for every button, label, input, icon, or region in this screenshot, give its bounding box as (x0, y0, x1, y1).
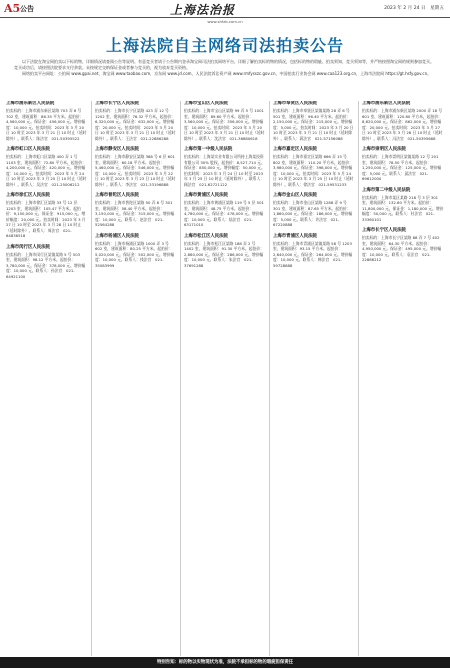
court-name: 上海市第二中级人民法院 (362, 187, 411, 193)
page-number: A5 (4, 2, 21, 15)
court-name: 上海市浦东新区人民法院 (362, 101, 411, 106)
auction-notice (6, 147, 88, 187)
auction-notice (362, 228, 444, 263)
court-name: 上海市金山区人民法院 (273, 193, 317, 198)
intro-paragraph: 以下法院在淘宝网拍卖以下标的物，详细情况请查阅公告等说明。有意竞买者请于公告期内登录淘宝网司法拍卖网络平台，详细了解拍卖标的物的情况，包括标的物的瑕疵、拍卖须知、竞买须知等，并严格按照淘宝网的规则参加竞买。竞买成功后，请按照法院要求支付余款。未按规定交纳保证金或者参与竞买的，视为放弃竞买资格。 (14, 59, 434, 71)
notice-text: 拍卖标的：上海市长宁区某路 423 弄 12 号 1202 室，建筑面积：76.32 平方米。起拍价：6,320,000 元。保证金：632,000 元。增价幅度：20,000 元。拍卖时间：2023 年 3 月 20 日 10 时至 2023 年 3 月 21 日 10 时止（延时除外）。联系人：王法官 021-22886288 (95, 108, 176, 141)
court-name: 上海市普陀区人民法院 (95, 193, 139, 198)
auction-notice (184, 101, 266, 141)
court-name: 上海市虹口区人民法院 (6, 147, 50, 152)
masthead: 上海法治报 (170, 3, 236, 17)
footer-notice: 特别告知：标的物以实物现状为准，法院不承担标的物的瑕疵担保责任 (0, 657, 450, 668)
notice-column (95, 101, 177, 656)
auction-notice (362, 188, 444, 223)
notice-text: 拍卖标的：上海市金山区某路 1288 弄 9 号 301 室，建筑面积：87.65 平方米。起拍价：1,860,000 元。保证金：186,000 元。增价幅度：5,000 元。联系人：许法官 021-67220888 (273, 200, 353, 227)
column-divider (269, 101, 270, 656)
page-header (0, 0, 450, 18)
notice-text: 拍卖标的：上海市虹口区某路 400 弄 1 号 1103 室，建筑面积：72.80 平方米。起拍价：4,200,000 元。保证金：420,000 元。增价幅度：10,000 元。拍卖时间：2023 年 3 月 24 日 10 时至 2023 年 3 月 25 日 10 时止（延时除外）。联系人：吴法官 021-25006212 (6, 154, 87, 187)
court-name: 上海市第一中级人民法院 (184, 147, 233, 152)
court-name: 上海市奉贤区人民法院 (273, 101, 317, 106)
court-name: 上海市静安区人民法院 (95, 147, 139, 152)
auction-notice (95, 147, 177, 187)
notice-text: 拍卖标的：上海市徐汇区某路 33 号 12 层 1203 室，建筑面积：105.47 平方米。起拍价：9,150,000 元。保证金：915,000 元。增价幅度：20,000 元。拍卖时间：2023 年 3 月 27 日 10 时至 2023 年 3 月 28 日 10 时止（延时除外）。联系人：周法官 021-64836518 (6, 200, 86, 238)
web-url[interactable]: www.shfzb.com.cn (207, 19, 243, 24)
notice-text: 拍卖标的：上海市青浦区某镇某路 58 号 1203 室，建筑面积：93.15 平方米。起拍价：2,640,000 元。保证金：264,000 元。增价幅度：10,000 元。联系人：韩法官 021-59728888 (273, 240, 353, 268)
court-name: 上海市崇明区人民法院 (362, 147, 406, 152)
notice-columns (6, 101, 444, 656)
court-name: 上海市闵行区人民法院 (6, 244, 50, 250)
auction-notice (273, 193, 355, 228)
auction-notice (273, 234, 355, 269)
page-title: 上海法院自主网络司法拍卖公告 (105, 36, 344, 55)
notice-text: 拍卖标的：上海市松江区某路 188 弄 2 号 1402 室，建筑面积：91.30 平方米。起拍价：2,860,000 元。保证金：286,000 元。增价幅度：10,000 元。联系人：朱法官 021-37691288 (184, 240, 264, 268)
notice-text: 拍卖标的：上海市某区某路 218 号 3 层 301 室，建筑面积：132.60 平方米。起拍价：11,800,000 元。保证金：1,180,000 元。增价幅度：50,000 元。联系人：杜法官 021-33360101 (362, 194, 444, 222)
auction-notice (95, 101, 177, 141)
column-divider (91, 101, 92, 656)
notice-text: 拍卖标的：上海市黄浦区某路 119 号 5 层 501 室，建筑面积：48.75 平方米。起拍价：4,780,000 元。保证金：478,000 元。增价幅度：10,000 元。联系人：陆法官 021-63171010 (184, 200, 264, 227)
notice-text: 拍卖标的：上海市嘉定区某路 666 弄 15 号 802 室，建筑面积：110.20 平方米。起拍价：3,980,000 元。保证金：398,000 元。增价幅度：10,000 元。拍卖时间：2023 年 3 月 24 日 10 时至 2023 年 3 月 25 日 10 时止（延时除外）。联系人：徐法官 021-59531233 (273, 154, 354, 187)
notice-column (273, 101, 355, 656)
notice-text: 拍卖标的：上海市崇明区某镇某路 12 号 201 室，建筑面积：78.50 平方米。起拍价：1,250,000 元。保证金：125,000 元。增价幅度：5,000 元。联系人：邱法官 021-69612000 (362, 154, 442, 181)
court-name: 上海市青浦区人民法院 (273, 233, 317, 239)
auction-notice (95, 193, 177, 228)
court-name: 上海市长宁区人民法院 (362, 228, 406, 233)
auction-notice (362, 101, 444, 141)
court-name: 上海市黄浦区人民法院 (184, 193, 228, 198)
notice-text: 拍卖标的：上海某实业有限公司所持上海某投资有限公司 30% 股权。起拍价：8,527,714 元。保证金：850,000 元。增价幅度：50,000 元。拍卖时间：2023 年 3 月 24 日 10 时至 2023 年 3 月 25 日 10 时止（延时除外）。联系人：顾法官 021-62721122 (184, 154, 265, 187)
auction-notice (273, 147, 355, 187)
notice-text: 拍卖标的：上海市静安区某路 388 号 6 层 601 室，建筑面积：60.18 平方米。起拍价：5,460,000 元。保证金：546,000 元。增价幅度：10,000 元。拍卖时间：2023 年 3 月 22 日 10 时至 2023 年 3 月 23 日 10 时止（延时除外）。联系人：李法官 021-33196888 (95, 154, 176, 187)
notice-column (362, 101, 444, 656)
notice-text: 拍卖标的：上海市闵行区某镇某路 5 号 503 室，建筑面积：98.12 平方米。起拍价：3,780,000 元。保证金：378,000 元。增价幅度：10,000 元。联系人：孙法官 021-64921100 (6, 251, 86, 279)
notice-text: 拍卖标的：上海市普陀区某路 50 弄 8 号 301 室，建筑面积：58.40 平方米。起拍价：3,150,000 元。保证金：315,000 元。增价幅度：10,000 元。联系人：赵法官 021-52564288 (95, 200, 175, 227)
auction-notice (273, 101, 355, 141)
court-name: 上海市长宁区人民法院 (95, 101, 139, 106)
court-name: 上海市宝山区人民法院 (184, 101, 228, 106)
auction-notice (362, 147, 444, 182)
auction-notice (6, 245, 88, 280)
column-divider (180, 101, 181, 656)
auction-notice (6, 193, 88, 239)
auction-notice (6, 101, 88, 141)
court-name: 上海市徐汇区人民法院 (6, 193, 50, 198)
intro-notice (14, 59, 436, 78)
auction-notice (184, 193, 266, 228)
notice-column (6, 101, 88, 656)
issue-date: 2023 年 2 月 24 日 星期五 (384, 6, 444, 11)
auction-notice (184, 147, 266, 187)
court-name: 上海市杨浦区人民法院 (95, 233, 139, 239)
court-name: 上海市浦东新区人民法院 (6, 101, 55, 106)
court-name: 上海市嘉定区人民法院 (273, 147, 317, 152)
notice-text: 拍卖标的：上海市宝山区某路 99 弄 5 号 1001 室，建筑面积：89.60 平方米。起拍价：3,560,000 元。保证金：356,000 元。增价幅度：10,000 元。拍卖时间：2023 年 3 月 20 日 10 时至 2023 年 3 月 21 日 10 时止（延时除外）。联系人：沈法官 021-36880618 (184, 108, 265, 141)
notice-text: 拍卖标的：上海市浦东新区某路 2000 弄 18 号 601 室，建筑面积：120.80 平方米。起拍价：8,620,000 元。保证金：862,000 元。增价幅度：20,000 元。拍卖时间：2023 年 3 月 27 日 10 时至 2023 年 3 月 28 日 10 时止（延时除外）。联系人：冯法官 021-50395688 (362, 108, 443, 141)
notice-text: 拍卖标的：上海市杨浦区某路 1000 弄 3 号 602 室，建筑面积：80.25 平方米。起拍价：5,020,000 元。保证金：502,000 元。增价幅度：10,000 元。联系人：钱法官 021-35083999 (95, 240, 175, 268)
auction-notice (184, 234, 266, 269)
intro-paragraph: 网络拍卖平台网址：公拍网 www.gpai.net，淘宝网 www.taobao.com，京东网 www.jd.com，人民法院诉讼资产网 www.rmfysszc.gov.cn，中国拍卖行业协会网 www.caa123.org.cn，上海市法院网 https://gt.hsfy.gov.cn。 (22, 71, 432, 77)
notice-text: 拍卖标的：上海市奉贤区某镇某路 28 弄 6 号 501 室，建筑面积：96.40 平方米。起拍价：2,150,000 元。保证金：215,000 元。增价幅度：5,000 元。拍卖时间：2023 年 3 月 20 日 10 时至 2023 年 3 月 21 日 10 时止（延时除外）。联系人：蒋法官 021-57156088 (273, 108, 354, 141)
court-name: 上海市松江区人民法院 (184, 233, 228, 239)
column-divider (358, 101, 359, 656)
section-label: 公告 (20, 5, 34, 13)
auction-notice (95, 234, 177, 269)
notice-text: 拍卖标的：上海市长宁区某路 88 弄 7 号 402 室，建筑面积：64.30 平方米。起拍价：4,950,000 元。保证金：495,000 元。增价幅度：10,000 元。联系人：袁法官 021-22886212 (362, 235, 442, 262)
notice-column (184, 101, 266, 656)
notice-text: 拍卖标的：上海市浦东新区某路 703 弄 6 号 702 室，建筑面积：86.35 平方米。起拍价：4,560,000 元。保证金：456,000 元。增价幅度：10,000 元。拍卖时间：2023 年 3 月 20 日 10 时至 2023 年 3 月 21 日 10 时止（延时除外）。联系人：陈法官 021-50395522 (6, 108, 87, 141)
